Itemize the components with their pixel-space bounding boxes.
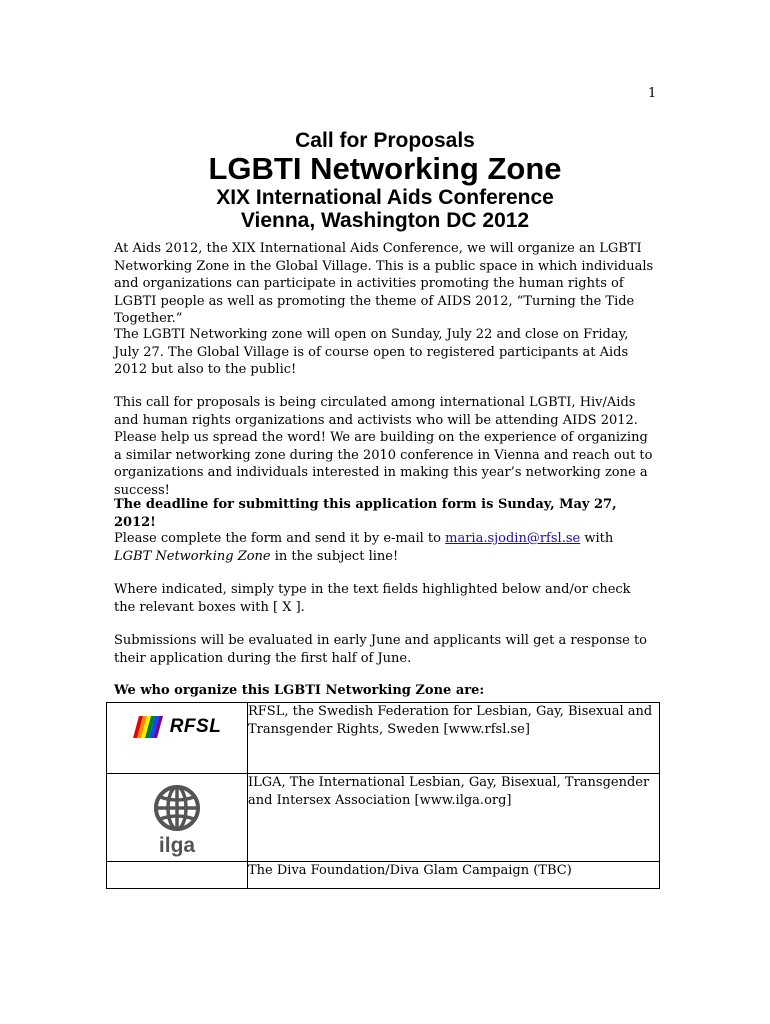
send-middle-text: with: [580, 531, 614, 546]
diva-logo-cell: [107, 862, 248, 889]
table-row: [107, 774, 660, 862]
email-link[interactable]: maria.sjodin@rfsl.se: [445, 531, 581, 546]
organizers-heading: We who organize this LGBTI Networking Zone are:: [114, 683, 485, 698]
send-instructions-paragraph: [114, 530, 654, 565]
organizers-table: [106, 702, 660, 889]
page-title: LGBTI Networking Zone: [208, 151, 562, 186]
table-row: [107, 703, 660, 774]
ilga-logo-text: ilga: [158, 834, 196, 857]
globe-icon: [153, 784, 201, 832]
conference-heading: XIX International Aids Conference: [216, 186, 554, 209]
form-instructions-paragraph: Where indicated, simply type in the text fields highlighted below and/or check the relevant boxes with [ X ].: [114, 582, 631, 615]
send-prefix-text: Please complete the form and send it by e-mail to: [114, 531, 446, 546]
send-suffix-text: in the subject line!: [270, 548, 399, 564]
location-heading: Vienna, Washington DC 2012: [240, 209, 530, 232]
dates-paragraph: The LGBTI Networking zone will open on Sunday, July 22 and close on Friday, July 27. The Global Village is of course open to registered participants at Aids 2012 but also to the public!: [114, 327, 629, 378]
evaluation-paragraph: Submissions will be evaluated in early June and applicants will get a response to their application during the first half of June.: [114, 633, 647, 666]
diva-description: The Diva Foundation/Diva Glam Campaign (TBC): [248, 862, 660, 889]
ilga-description: ILGA, The International Lesbian, Gay, Bisexual, Transgender and Intersex Association [www.ilga.org]: [248, 774, 660, 862]
rainbow-flag-icon: [133, 716, 167, 738]
subject-line-text: LGBT Networking Zone: [114, 548, 271, 564]
intro-paragraph: At Aids 2012, the XIX International Aids Conference, we will organize an LGBTI Networking Zone in the Global Village. This is a public space in which individuals and organizations can participate in activities promoting the human rights of LGBTI people as well as promoting the theme of AIDS 2012, “Turning the Tide Together.”: [114, 241, 654, 327]
deadline-paragraph: The deadline for submitting this application form is Sunday, May 27, 2012!: [114, 497, 617, 530]
page-number: 1: [648, 86, 657, 101]
rfsl-logo-cell: [107, 703, 248, 774]
call-heading: Call for Proposals: [295, 129, 475, 152]
table-row: [107, 862, 660, 889]
rfsl-logo: [133, 716, 222, 738]
rfsl-logo-text: RFSL: [169, 716, 222, 737]
ilga-logo-cell: [107, 774, 248, 862]
rfsl-description: RFSL, the Swedish Federation for Lesbian, Gay, Bisexual and Transgender Rights, Sweden [www.rfsl.se]: [248, 703, 660, 774]
ilga-logo: [153, 784, 201, 856]
circulation-paragraph: This call for proposals is being circulated among international LGBTI, Hiv/Aids and human rights organizations and activists who will be attending AIDS 2012. Please help us spread the word! We are building on the experience of organizing a similar networking zone during the 2010 conference in Vienna and reach out to organizations and individuals interested in making this year’s networking zone a success!: [114, 395, 653, 498]
